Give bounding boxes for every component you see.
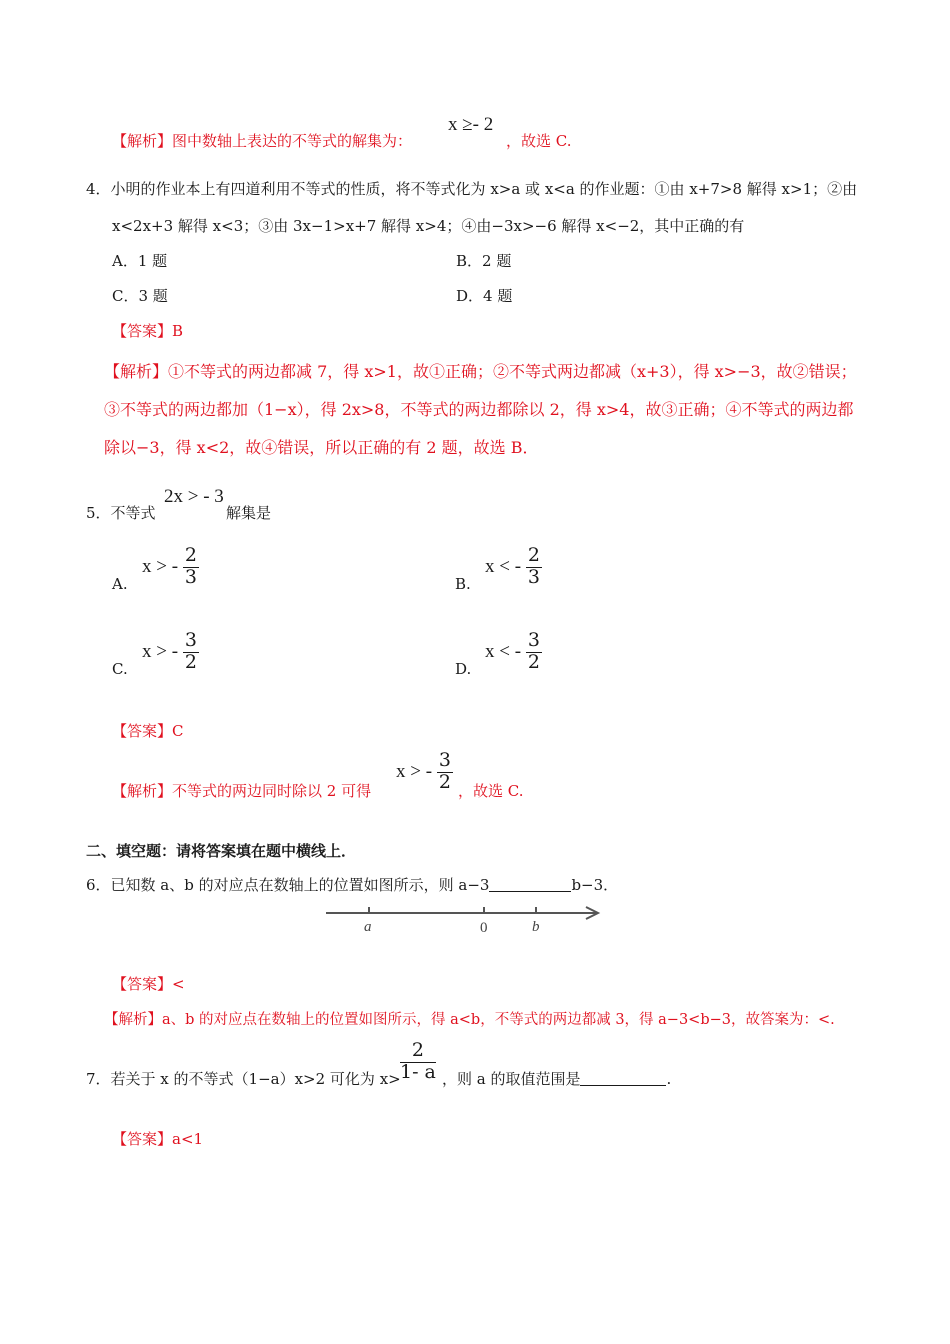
q6-explain: 【解析】a、b 的对应点在数轴上的位置如图所示，得 a<b，不等式的两边都减 3，得 a−3<b−3，故答案为：<. — [104, 1012, 835, 1028]
fraction-denominator: 3 — [527, 565, 540, 588]
q4-answer: 【答案】B — [112, 322, 184, 340]
q3-explain-after: ，故选 C. — [506, 132, 572, 150]
q4-explain-line3: 除以−3，得 x<2，故④错误，所以正确的有 2 题，故选 B． — [104, 438, 539, 457]
answer-blank — [580, 1071, 666, 1086]
q7-stem-after-wrap — [442, 1068, 671, 1089]
q5-option-a-label: A. — [112, 575, 128, 593]
q5-option-b-math — [485, 546, 542, 588]
q6-answer: 【答案】< — [112, 975, 185, 993]
q5-explain-lhs: x > - — [396, 760, 433, 782]
fraction-numerator: 3 — [438, 749, 451, 771]
q5-option-c-math — [142, 631, 199, 673]
q3-explanation — [112, 130, 412, 151]
q4-stem-line2: x<2x+3 解得 x<3；③由 3x−1>x+7 解得 x>4；④由−3x>−6 解得 x<−2，其中正确的有 — [112, 217, 745, 235]
q6-stem — [86, 874, 618, 895]
q4-option-b: B．2 题 — [456, 252, 512, 270]
section-heading: 二、填空题：请将答案填在题中横线上． — [86, 842, 357, 860]
fraction-denominator: 3 — [184, 565, 197, 588]
q4-option-a: A．1 题 — [112, 252, 168, 270]
fraction-numerator: 2 — [400, 1041, 436, 1063]
q5-option-a-lhs: x > - — [142, 555, 179, 577]
q4-option-c: C．3 题 — [112, 287, 168, 305]
q5-option-c-lhs: x > - — [142, 640, 179, 662]
q6-stem-after: b−3． — [571, 876, 619, 894]
fraction-denominator: 2 — [527, 650, 540, 673]
q6-stem-before: 6．已知数 a、b 的对应点在数轴上的位置如图所示，则 a−3 — [86, 876, 490, 894]
fraction-denominator: 2 — [438, 770, 451, 793]
q4-explain-line1: 【解析】①不等式的两边都减 7，得 x>1，故①正确；②不等式两边都减（x+3），得 x>−3，故②错误； — [104, 362, 857, 381]
fraction-denominator: 1- a — [400, 1060, 436, 1083]
q5-option-d-fraction — [526, 631, 542, 673]
q5-option-b-fraction — [526, 546, 542, 588]
q7-fraction — [400, 1041, 436, 1083]
fraction-numerator: 3 — [184, 629, 197, 651]
q5-explain-math — [396, 751, 453, 793]
fraction-denominator: 2 — [184, 650, 197, 673]
q5-explain-fraction — [437, 751, 453, 793]
q5-explain-text: 【解析】不等式的两边同时除以 2 可得 — [112, 782, 372, 800]
q4-stem-line1: 4．小明的作业本上有四道利用不等式的性质，将不等式化为 x>a 或 x<a 的作业题：①由 x+7>8 解得 x>1；②由 — [86, 180, 858, 198]
q7-stem-after: ，则 a 的取值范围是 — [442, 1070, 581, 1088]
q4-explain-line2: ③不等式的两边都加（1−x），得 2x>8，不等式的两边都除以 2，得 x>4，故③正确；④不等式的两边都 — [104, 400, 854, 419]
q3-formula: x ≥- 2 — [448, 114, 494, 135]
label-0: 0 — [480, 920, 488, 936]
q7-answer: 【答案】a<1 — [112, 1130, 204, 1148]
q5-option-d-lhs: x < - — [485, 640, 522, 662]
q5-option-c-fraction — [183, 631, 199, 673]
q5-suffix: 解集是 — [226, 504, 272, 522]
q7-fraction-wrap — [400, 1041, 436, 1083]
q5-option-a-math — [142, 546, 199, 588]
q7-stem-before: 7．若关于 x 的不等式（1−a）x>2 可化为 x> — [86, 1070, 401, 1088]
q3-explain-tag: 【解析】 — [112, 132, 173, 150]
q5-explain-after: ，故选 C. — [458, 782, 524, 800]
q4-option-d: D．4 题 — [456, 287, 513, 305]
q5-option-b-label: B. — [455, 575, 471, 593]
answer-blank — [489, 877, 571, 892]
q5-option-b-lhs: x < - — [485, 555, 522, 577]
q5-answer: 【答案】C — [112, 722, 184, 740]
fraction-numerator: 2 — [527, 544, 540, 566]
q3-explain-text: 图中数轴上表达的不等式的解集为： — [172, 132, 413, 150]
q5-option-a-fraction — [183, 546, 199, 588]
label-b: b — [532, 919, 540, 935]
fraction-numerator: 2 — [184, 544, 197, 566]
q5-number: 5．不等式 — [86, 504, 156, 522]
q7-stem-end: . — [666, 1070, 672, 1088]
number-line-figure — [320, 900, 610, 940]
q5-option-c-label: C. — [112, 660, 128, 678]
q5-option-d-math — [485, 631, 542, 673]
q5-formula: 2x > - 3 — [164, 486, 224, 507]
label-a: a — [364, 919, 372, 935]
fraction-numerator: 3 — [527, 629, 540, 651]
q5-option-d-label: D. — [455, 660, 472, 678]
